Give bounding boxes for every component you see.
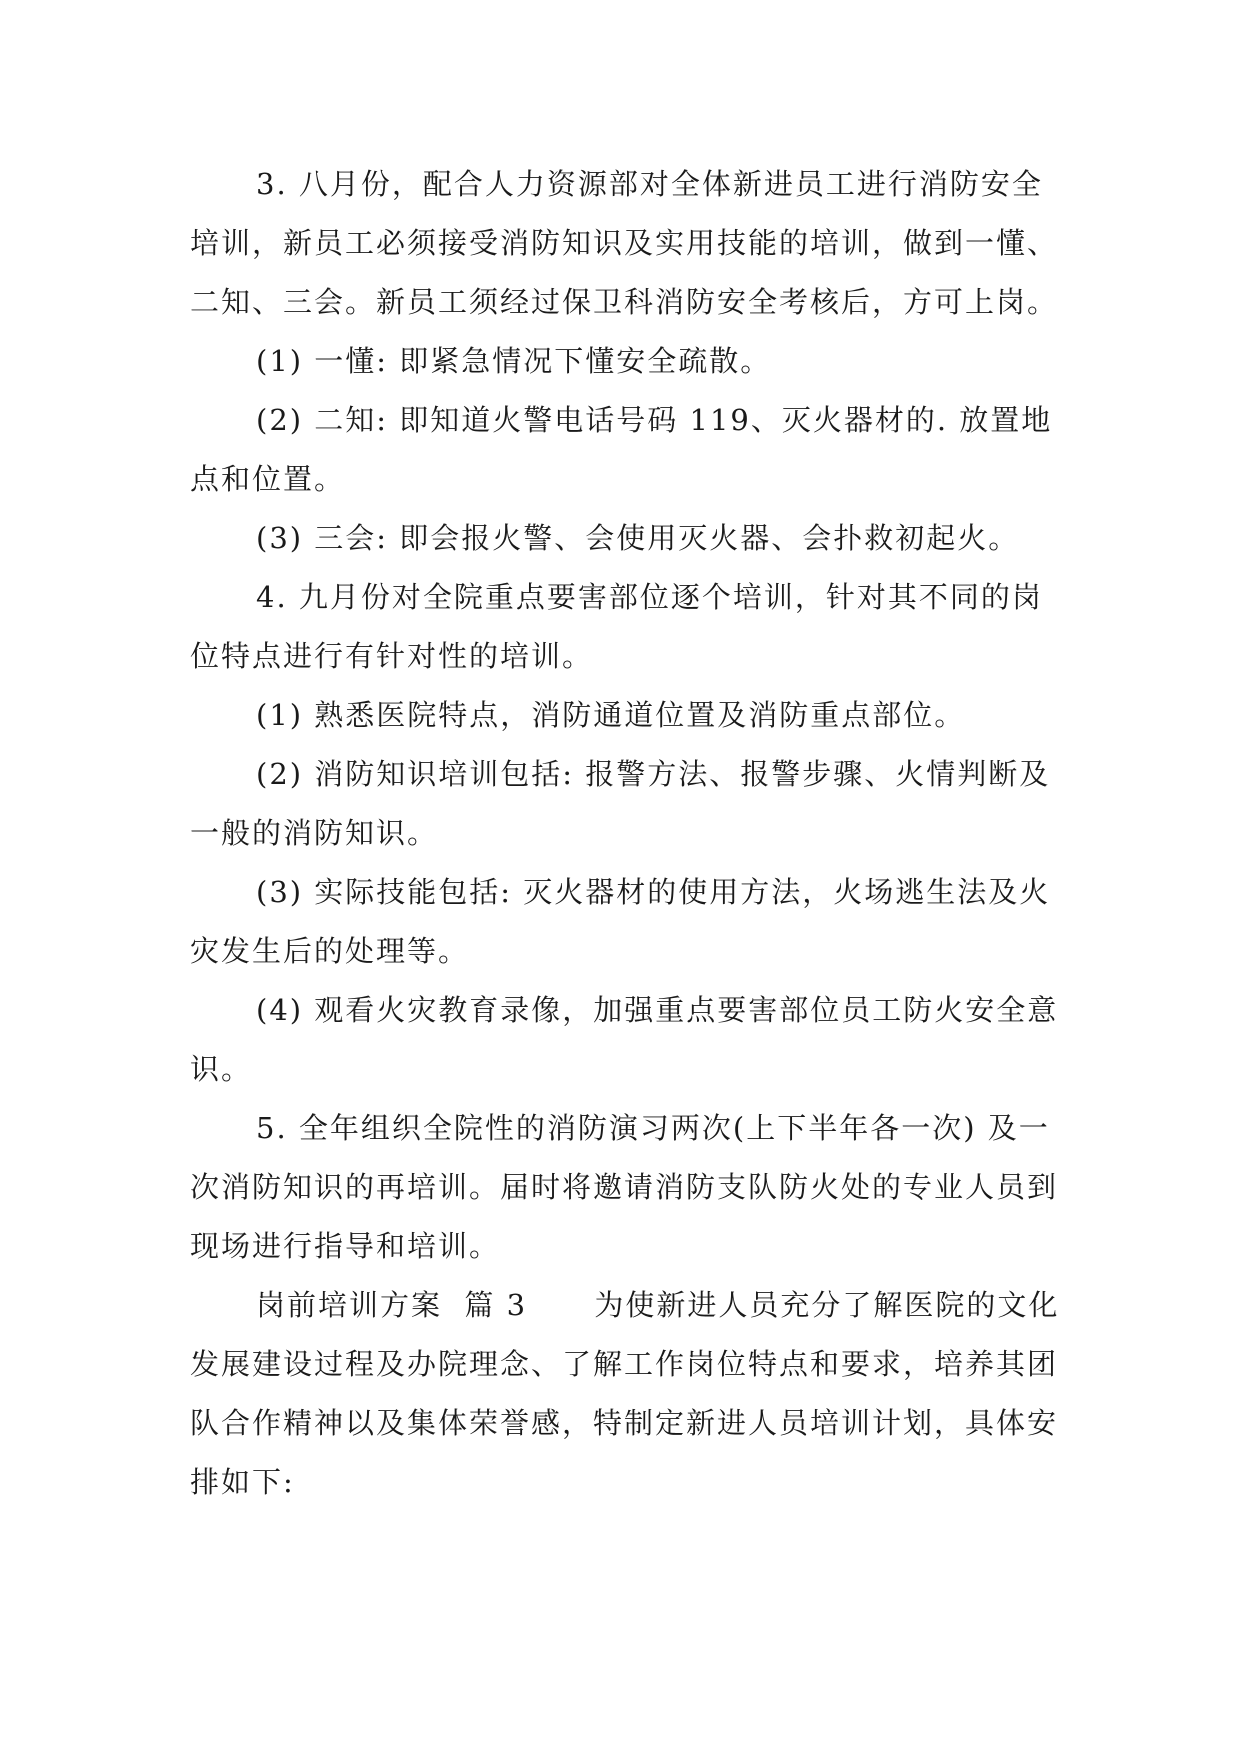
paragraph-fire-knowledge: (2) 消防知识培训包括: 报警方法、报警步骤、火情判断及一般的消防知识。 <box>190 757 1051 850</box>
document-body <box>190 155 1070 1512</box>
paragraph-annual-drill: 5. 全年组织全院性的消防演习两次(上下半年各一次) 及一次消防知识的再培训。届时将邀请消防支队防火处的专业人员到现场进行指导和培训。 <box>190 1111 1059 1263</box>
paragraph-three-can: (3) 三会: 即会报火警、会使用灭火器、会扑救初起火。 <box>256 521 1020 555</box>
paragraph-two-know: (2) 二知: 即知道火警电话号码 119、灭火器材的. 放置地点和位置。 <box>190 403 1053 496</box>
paragraph-august-training: 3. 八月份，配合人力资源部对全体新进员工进行消防安全培训，新员工必须接受消防知识及实用技能的培训，做到一懂、二知、三会。新员工须经过保卫科消防安全考核后，方可上岗。 <box>190 167 1059 319</box>
paragraph-watch-video: (4) 观看火灾教育录像，加强重点要害部位员工防火安全意识。 <box>190 993 1059 1086</box>
paragraph-hospital-features: (1) 熟悉医院特点，消防通道位置及消防重点部位。 <box>256 698 966 732</box>
paragraph-september-training: 4. 九月份对全院重点要害部位逐个培训，针对其不同的岗位特点进行有针对性的培训。 <box>190 580 1043 673</box>
paragraph-plan-three: 岗前培训方案 篇 3 为使新进人员充分了解医院的文化发展建设过程及办院理念、了解工作岗位特点和要求，培养其团队合作精神以及集体荣誉感，特制定新进人员培训计划，具体安排如下: <box>190 1288 1060 1499</box>
paragraph-practical-skills: (3) 实际技能包括: 灭火器材的使用方法，火场逃生法及火灾发生后的处理等。 <box>190 875 1051 968</box>
paragraph-one-understand: (1) 一懂: 即紧急情况下懂安全疏散。 <box>256 344 772 378</box>
